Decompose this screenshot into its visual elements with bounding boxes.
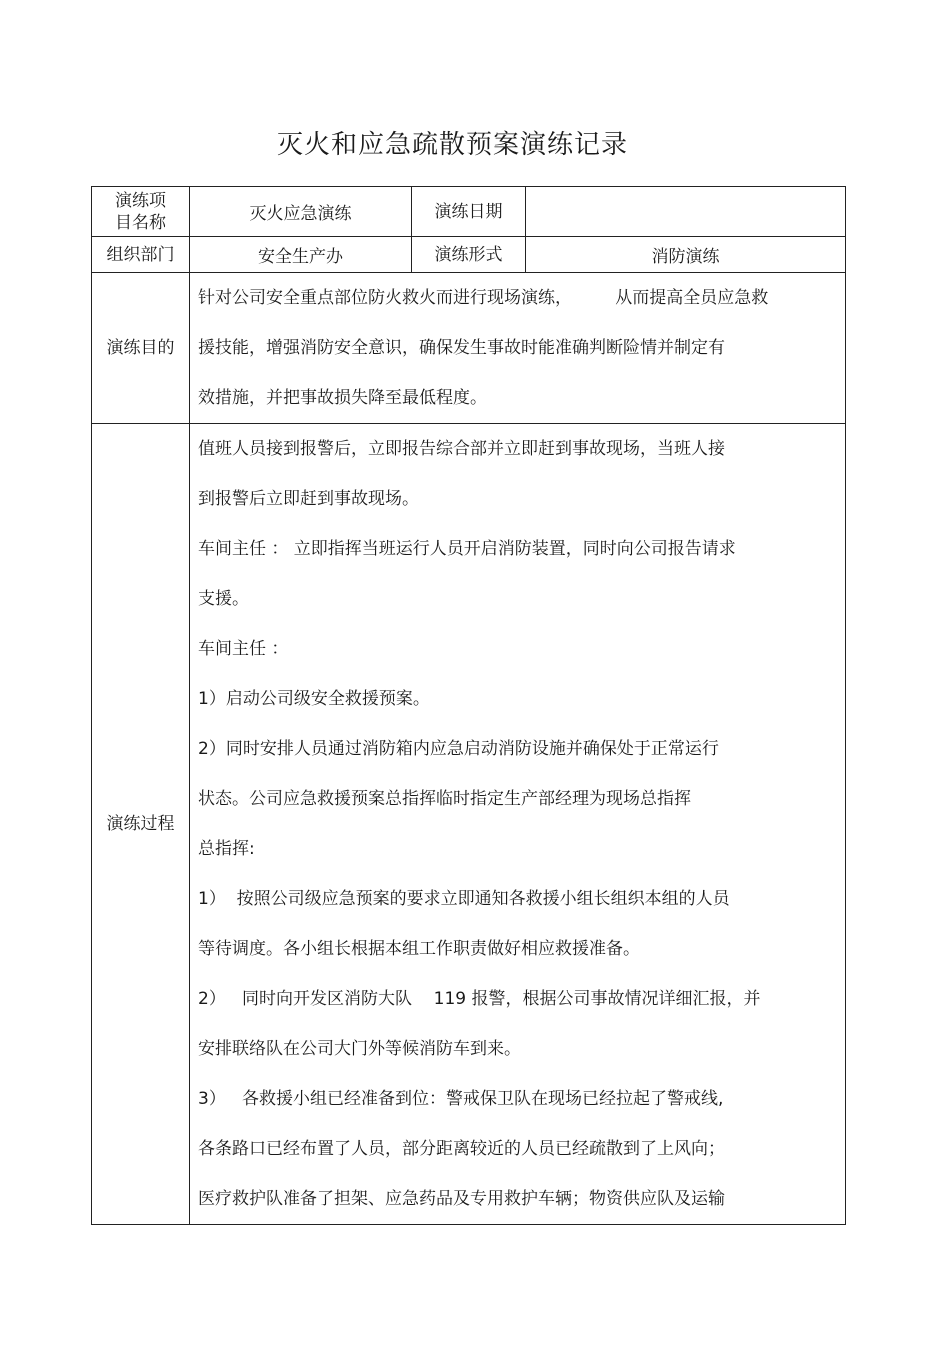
process-line: 车间主任 ： (198, 639, 289, 659)
process-line: 总指挥: (198, 839, 255, 859)
drill-date-value (526, 187, 846, 237)
process-line: 安排联络队在公司大门外等候消防车到来。 (198, 1039, 521, 1059)
process-line: 支援。 (198, 589, 249, 609)
drill-record-table (91, 186, 846, 1225)
process-line: 值班人员接到报警后，立即报告综合部并立即赶到事故现场，当班人接 (198, 439, 725, 459)
process-label: 演练过程 (92, 424, 190, 1225)
drill-date-label: 演练日期 (412, 187, 526, 237)
process-line: 3） 各救援小组已经准备到位：警戒保卫队在现场已经拉起了警戒线, (198, 1089, 724, 1109)
drill-form-label: 演练形式 (412, 237, 526, 273)
process-line: 等待调度。各小组长根据本组工作职责做好相应救援准备。 (198, 939, 640, 959)
process-content (190, 424, 846, 1225)
purpose-label: 演练目的 (92, 273, 190, 424)
process-line: 状态。公司应急救援预案总指挥临时指定生产部经理为现场总指挥 (198, 789, 691, 809)
process-line: 2） 同时向开发区消防大队 119 报警，根据公司事故情况详细汇报，并 (198, 989, 761, 1009)
process-line: 1）启动公司级安全救援预案。 (198, 689, 430, 709)
document-title: 灭火和应急疏散预案演练记录 (276, 130, 628, 160)
department-value: 安全生产办 (190, 237, 412, 273)
table-row-process (92, 424, 846, 1225)
purpose-line: 援技能，增强消防安全意识，确保发生事故时能准确判断险情并制定有 (198, 338, 725, 358)
project-name-label: 演练项 目名称 (92, 187, 190, 237)
purpose-line: 针对公司安全重点部位防火救火而进行现场演练， 从而提高全员应急救 (198, 288, 769, 308)
process-line: 到报警后立即赶到事故现场。 (198, 489, 419, 509)
process-line: 2）同时安排人员通过消防箱内应急启动消防设施并确保处于正常运行 (198, 739, 719, 759)
table-row-purpose (92, 273, 846, 424)
process-line: 1） 按照公司级应急预案的要求立即通知各救援小组长组织本组的人员 (198, 889, 730, 909)
project-name-value: 灭火应急演练 (190, 187, 412, 237)
table-row-department (92, 237, 846, 273)
purpose-content (190, 273, 846, 424)
drill-form-value: 消防演练 (526, 237, 846, 273)
process-line: 车间主任 ： 立即指挥当班运行人员开启消防装置，同时向公司报告请求 (198, 539, 736, 559)
department-label: 组织部门 (92, 237, 190, 273)
process-line: 医疗救护队准备了担架、应急药品及专用救护车辆；物资供应队及运输 (198, 1189, 725, 1209)
process-line: 各条路口已经布置了人员，部分距离较近的人员已经疏散到了上风向； (198, 1139, 725, 1159)
purpose-line: 效措施，并把事故损失降至最低程度。 (198, 388, 487, 408)
table-row-project (92, 187, 846, 237)
